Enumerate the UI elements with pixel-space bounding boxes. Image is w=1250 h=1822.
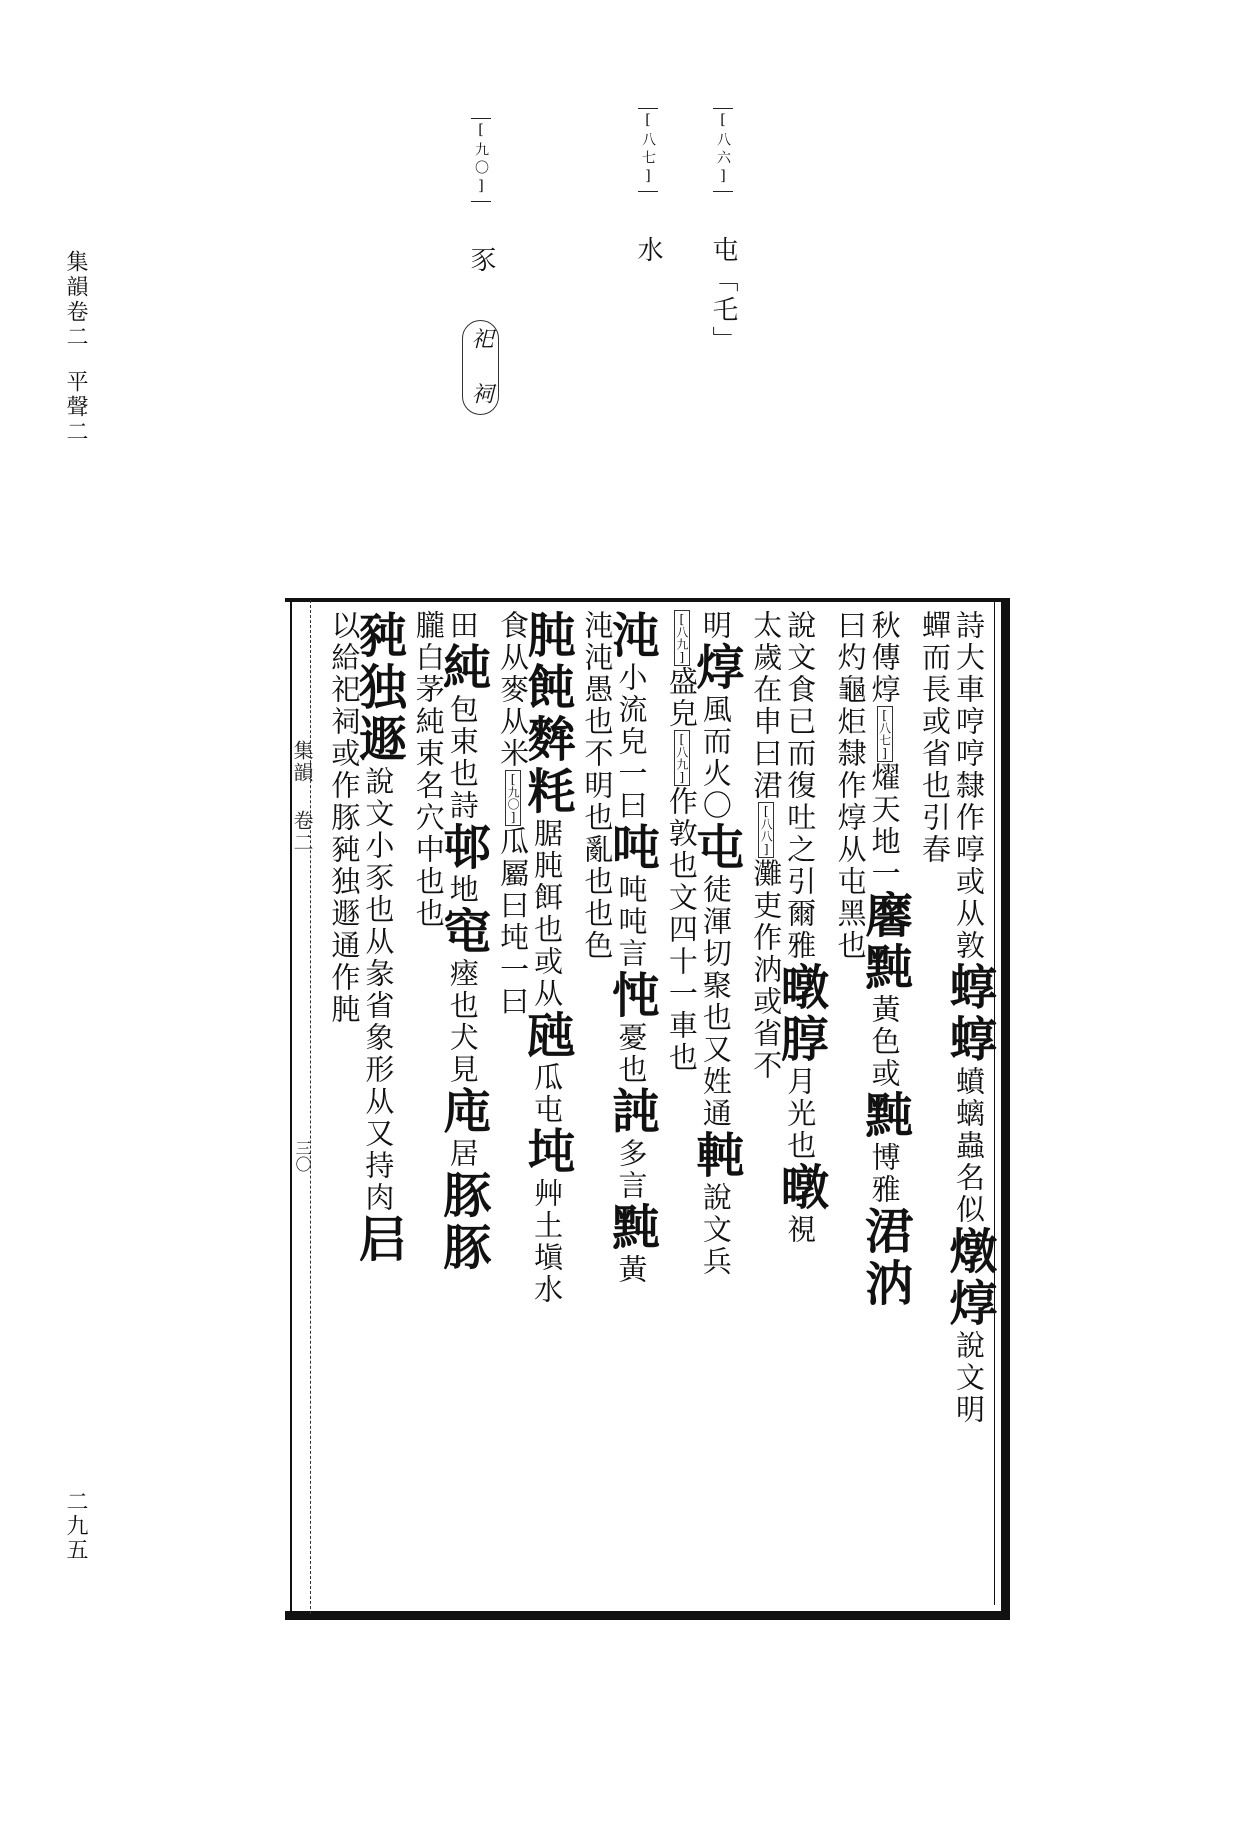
running-header: [60, 250, 91, 445]
text-column: [656, 610, 699, 1610]
gloss-text: 蟬而長或省: [918, 610, 952, 770]
gloss-text: 穴中也: [411, 802, 446, 898]
headword: 焞: [687, 642, 744, 694]
collation-marker: [八九]: [674, 732, 689, 784]
headword: 粍: [519, 766, 576, 818]
note-text: 水: [633, 236, 663, 266]
gloss-text: 說文兵: [698, 1182, 733, 1278]
gloss-text: 食从麥从米: [496, 610, 531, 770]
gloss-text: 田: [445, 610, 480, 642]
gloss-text: 黑也: [833, 898, 868, 962]
gloss-text: 也: [411, 898, 446, 930]
headword: 沌: [603, 610, 660, 662]
text-column: [740, 610, 784, 1610]
headword: 屯: [687, 822, 744, 874]
gloss-text: 盛皃: [664, 666, 699, 730]
headword: 黗: [856, 942, 913, 994]
text-column: [350, 610, 407, 1610]
headword: 訰: [603, 1086, 660, 1138]
collation-marker: [八七]: [877, 708, 892, 760]
headword: 庉: [434, 1086, 491, 1138]
headword: 燉: [941, 1226, 997, 1278]
gloss-text: 居: [445, 1138, 480, 1170]
gloss-text: 沌沌愚也: [580, 610, 615, 738]
gloss-text: 說文食已而復吐之引爾雅: [783, 610, 818, 962]
headword: 独: [350, 662, 407, 714]
headword: 黗: [603, 1202, 660, 1254]
gloss-text: 視: [783, 1214, 818, 1246]
gloss-text: 腒肫餌也或从: [530, 818, 565, 1010]
gloss-text: 黃: [614, 1254, 649, 1286]
gloss-text: 作敦也文四十一: [664, 786, 699, 1010]
gloss-text: 博雅: [867, 1142, 902, 1206]
gloss-text: 車也: [664, 1010, 699, 1074]
handwritten-annotation: [462, 280, 499, 415]
headword: 黗: [856, 1090, 913, 1142]
gloss-text: 明: [698, 610, 733, 642]
headword: 𡰪: [350, 1214, 407, 1266]
collation-marker: [八九]: [674, 612, 689, 664]
handwritten-note: 祀 祠: [462, 320, 499, 415]
gloss-text: 說文明: [952, 1330, 986, 1426]
headword: 豚: [434, 1170, 491, 1222]
headword: 坉: [519, 1126, 576, 1178]
text-column: [519, 610, 576, 1610]
gloss-text: 地: [445, 874, 480, 906]
gloss-text: 白茅純束: [411, 642, 446, 770]
fold-leaf-number: 三〇: [293, 1140, 312, 1172]
collation-marker: [八八]: [759, 804, 774, 856]
gloss-text: 或省: [749, 986, 784, 1050]
gloss-text: 不明也: [580, 738, 615, 834]
fold-title: 集韻 卷二: [290, 740, 314, 854]
gloss-text: 黃色或: [867, 994, 902, 1090]
headword: 豘: [350, 610, 407, 662]
text-column: [941, 610, 997, 1610]
gloss-text: 朧: [411, 610, 446, 642]
headword: 飩: [519, 662, 576, 714]
headword: 純: [434, 642, 491, 694]
headword: 邨: [434, 822, 491, 874]
headword: 蜳: [941, 1014, 997, 1066]
gloss-text: 作啍或从敦: [952, 802, 986, 962]
headword: 吨: [603, 822, 660, 874]
headword: 朜: [772, 1014, 829, 1066]
gloss-text: 瓜屯: [530, 1062, 565, 1126]
gloss-text: 徒渾切聚也又姓通: [698, 874, 733, 1130]
note-number: [九〇]: [471, 118, 491, 202]
gloss-text: 燿天地一: [867, 762, 902, 890]
headword: 蜳: [941, 962, 997, 1014]
collation-note-86: [705, 108, 742, 356]
gloss-text: 不: [749, 1050, 784, 1082]
text-column: [772, 610, 829, 1610]
gloss-text: 从屯: [833, 834, 868, 898]
gloss-text: 瓜屬: [496, 826, 531, 890]
text-columns: [318, 610, 997, 1610]
gloss-text: 亂也: [580, 834, 615, 898]
gloss-text: 吨吨言: [614, 874, 649, 970]
book-title: 集韻卷二: [63, 250, 88, 350]
gloss-text: 名: [411, 770, 446, 802]
gloss-text: 曰灼龜炬隸作焞: [833, 610, 868, 834]
text-column: [856, 610, 913, 1610]
note-number: [八六]: [713, 108, 733, 192]
gloss-text: 小流皃一曰: [614, 662, 649, 822]
gloss-text: 以給祀祠或作豚豘独遯通作肫: [327, 610, 362, 1026]
text-column: [603, 610, 660, 1610]
gloss-text: 〇: [698, 790, 733, 822]
section-title: 平聲二: [63, 370, 88, 445]
headword: 麰: [519, 714, 576, 766]
gloss-text: 說文小豕也从彖省象形从又持肉: [361, 766, 396, 1214]
collation-marker: [九〇]: [506, 772, 521, 824]
headword: 軘: [687, 1130, 744, 1182]
gloss-text: 詩大車哼哼隸: [952, 610, 986, 802]
gloss-text: 艸土塡水: [530, 1178, 565, 1306]
gloss-text: 也引春: [918, 770, 952, 866]
gloss-text: 多言: [614, 1138, 649, 1202]
headword: 窀: [434, 906, 491, 958]
page-number: 二九五: [63, 1490, 88, 1562]
text-column: [434, 610, 491, 1610]
headword: 涒: [856, 1206, 913, 1258]
gloss-text: 也: [580, 898, 615, 930]
text-column: [909, 610, 952, 1610]
gloss-text: 瘞也犬見: [445, 958, 480, 1086]
gloss-text: 太歲在申曰涒: [749, 610, 784, 802]
gloss-text: 包束也詩: [445, 694, 480, 822]
headword: 黁: [856, 890, 913, 942]
gloss-text: 蟦螭蟲名似: [952, 1066, 986, 1226]
headword: 肫: [519, 610, 576, 662]
gloss-text: 曰坉一曰: [496, 890, 531, 1018]
gloss-text: 色: [580, 930, 615, 962]
collation-note-87: [630, 108, 667, 266]
headword: 汭: [856, 1258, 913, 1310]
text-column: [687, 610, 744, 1610]
gloss-text: 秋傳焞: [867, 610, 902, 706]
note-text: 豕: [466, 246, 496, 276]
gloss-text: 憂也: [614, 1022, 649, 1086]
headword: 暾: [772, 1162, 829, 1214]
headword: 遯: [350, 714, 407, 766]
headword: 豚: [434, 1222, 491, 1274]
gloss-text: 月光也: [783, 1066, 818, 1162]
gloss-text: 風而火: [698, 694, 733, 790]
collation-note-90: [463, 118, 500, 276]
headword: 暾: [772, 962, 829, 1014]
gloss-text: 灘吏作汭: [749, 858, 784, 986]
note-text: 屯「乇」: [708, 236, 738, 356]
headword: 焞: [941, 1278, 997, 1330]
headword: 忳: [603, 970, 660, 1022]
headword: 瓲: [519, 1010, 576, 1062]
note-number: [八七]: [638, 108, 658, 192]
